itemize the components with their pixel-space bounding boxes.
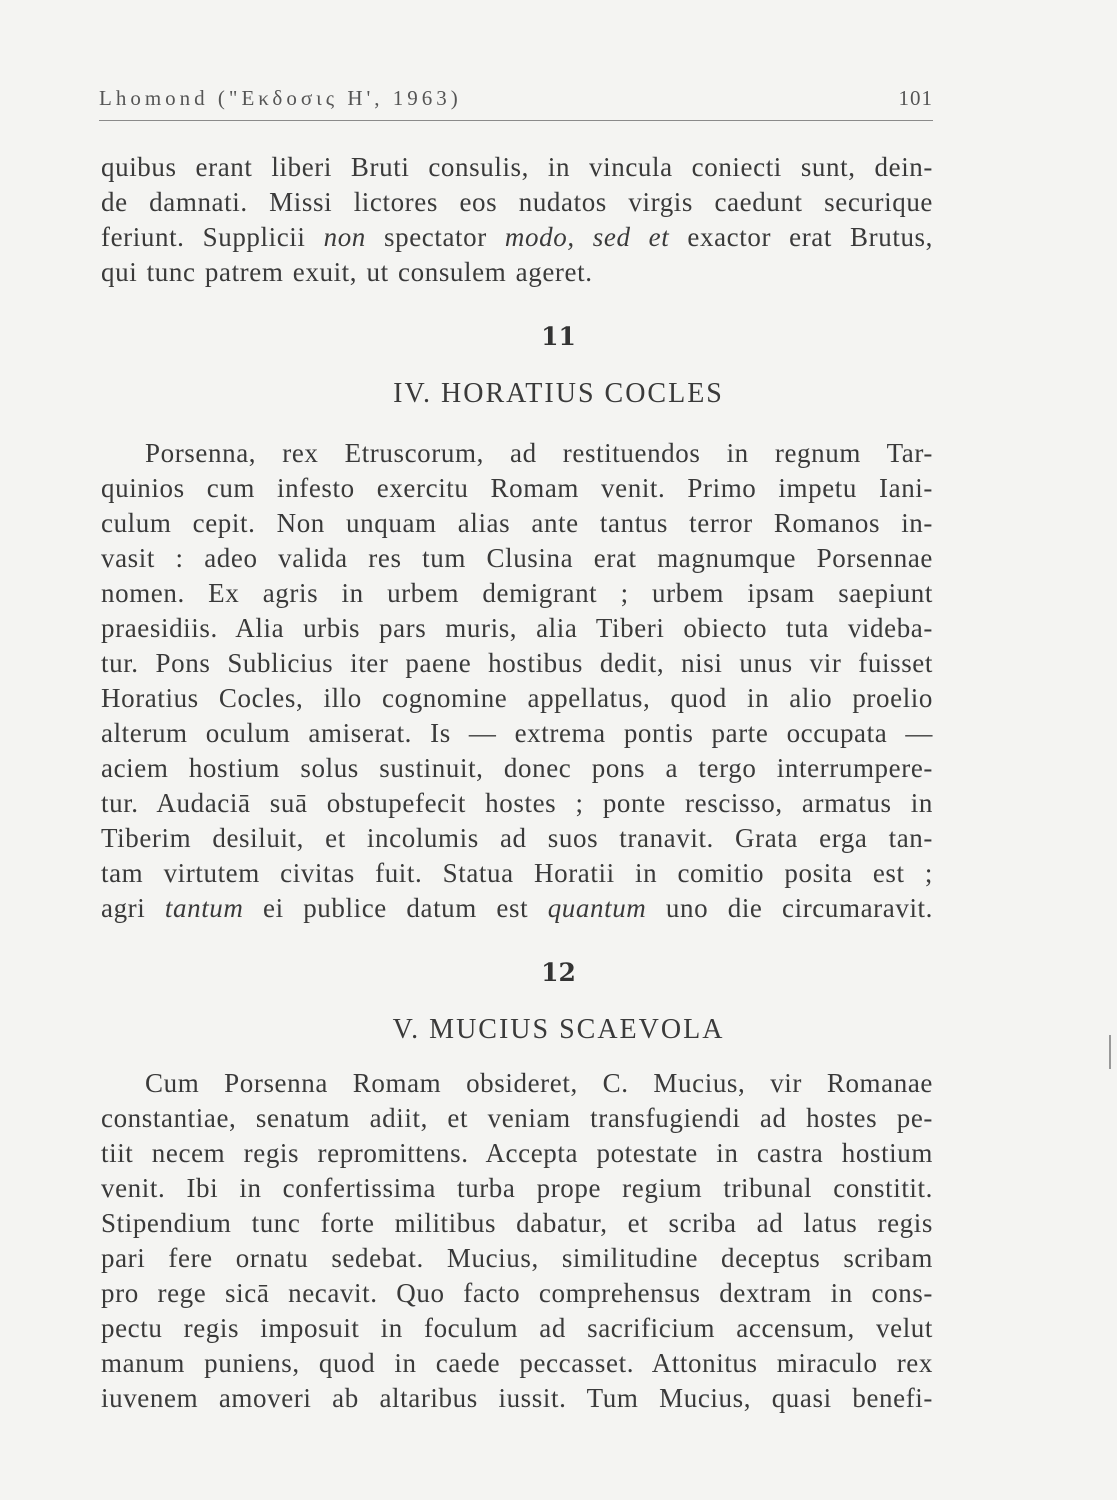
text-line: pro rege sicā necavit. Quo facto comprehensus dextram in cons- — [101, 1278, 933, 1308]
section-number: 11 — [541, 322, 576, 351]
text-line: manum puniens, quod in caede peccasset. Attonitus miraculo rex — [101, 1348, 933, 1378]
text-line: tur. Pons Sublicius iter paene hostibus dedit, nisi unus vir fuisset — [101, 648, 933, 678]
text-run: uno die circumaravit. — [646, 893, 933, 923]
text-line: praesidiis. Alia urbis pars muris, alia Tiberi obiecto tuta videba- — [101, 613, 933, 643]
text-line: Stipendium tunc forte militibus dabatur, et scriba ad latus regis — [101, 1208, 933, 1238]
page-edge-mark — [1109, 1035, 1111, 1069]
italic-run: non — [323, 222, 366, 252]
text-run: agri — [101, 893, 165, 923]
text-line: Horatius Cocles, illo cognomine appellatus, quod in alio proelio — [101, 683, 933, 713]
section-title: IV. HORATIUS COCLES — [393, 378, 724, 409]
italic-run: quantum — [547, 893, 647, 923]
running-head — [99, 86, 933, 116]
text-line: nomen. Ex agris in urbem demigrant ; urbem ipsam saepiunt — [101, 578, 933, 608]
text-line: quibus erant liberi Bruti consulis, in vincula coniecti sunt, dein- — [101, 152, 933, 182]
text-line: tam virtutem civitas fuit. Statua Horatii in comitio posita est ; — [101, 858, 933, 888]
text-run: exactor erat Brutus, — [669, 222, 933, 252]
intro-paragraph — [101, 150, 933, 290]
section-number: 12 — [541, 958, 576, 987]
text-line — [101, 220, 933, 255]
text-line: vasit : adeo valida res tum Clusina erat magnumque Porsennae — [101, 543, 933, 573]
text-line: de damnati. Missi lictores eos nudatos virgis caedunt securique — [101, 187, 933, 217]
text-line: Porsenna, rex Etruscorum, ad restituendos in regnum Tar- — [145, 438, 933, 468]
text-line — [101, 891, 933, 926]
text-line: culum cepit. Non unquam alias ante tantus terror Romanos in- — [101, 508, 933, 538]
section-title: V. MUCIUS SCAEVOLA — [392, 1014, 725, 1045]
text-run: feriunt. Supplicii — [101, 222, 324, 252]
header-rule — [99, 120, 933, 121]
text-run: ei publice datum est — [243, 893, 548, 923]
italic-run: tantum — [164, 893, 244, 923]
text-line: venit. Ibi in confertissima turba prope regium tribunal constitit. — [101, 1173, 933, 1203]
italic-run: modo, sed et — [504, 222, 670, 252]
text-line: tur. Audaciā suā obstupefecit hostes ; ponte rescisso, armatus in — [101, 788, 933, 818]
text-line: constantiae, senatum adiit, et veniam transfugiendi ad hostes pe- — [101, 1103, 933, 1133]
section-paragraph — [101, 436, 933, 926]
text-line: iuvenem amoveri ab altaribus iussit. Tum Mucius, quasi benefi- — [101, 1383, 933, 1413]
text-line: tiit necem regis repromittens. Accepta potestate in castra hostium — [101, 1138, 933, 1168]
text-line: pari fere ornatu sedebat. Mucius, similitudine deceptus scribam — [101, 1243, 933, 1273]
text-line: Tiberim desiluit, et incolumis ad suos tranavit. Grata erga tan- — [101, 823, 933, 853]
text-line: qui tunc patrem exuit, ut consulem ageret. — [101, 257, 593, 287]
text-line: pectu regis imposuit in foculum ad sacrificium accensum, velut — [101, 1313, 933, 1343]
text-line: quinios cum infesto exercitu Romam venit. Primo impetu Iani- — [101, 473, 933, 503]
section-paragraph — [101, 1066, 933, 1416]
text-line: Cum Porsenna Romam obsideret, C. Mucius, vir Romanae — [145, 1068, 933, 1098]
text-run: spectator — [365, 222, 505, 252]
running-head-title: Lhomond ("Εκδοσις Η', 1963) — [99, 86, 462, 110]
text-line: alterum oculum amiserat. Is — extrema pontis parte occupata — — [101, 718, 933, 748]
text-line: aciem hostium solus sustinuit, donec pons a tergo interrumpere- — [101, 753, 933, 783]
page-number: 101 — [898, 86, 933, 110]
